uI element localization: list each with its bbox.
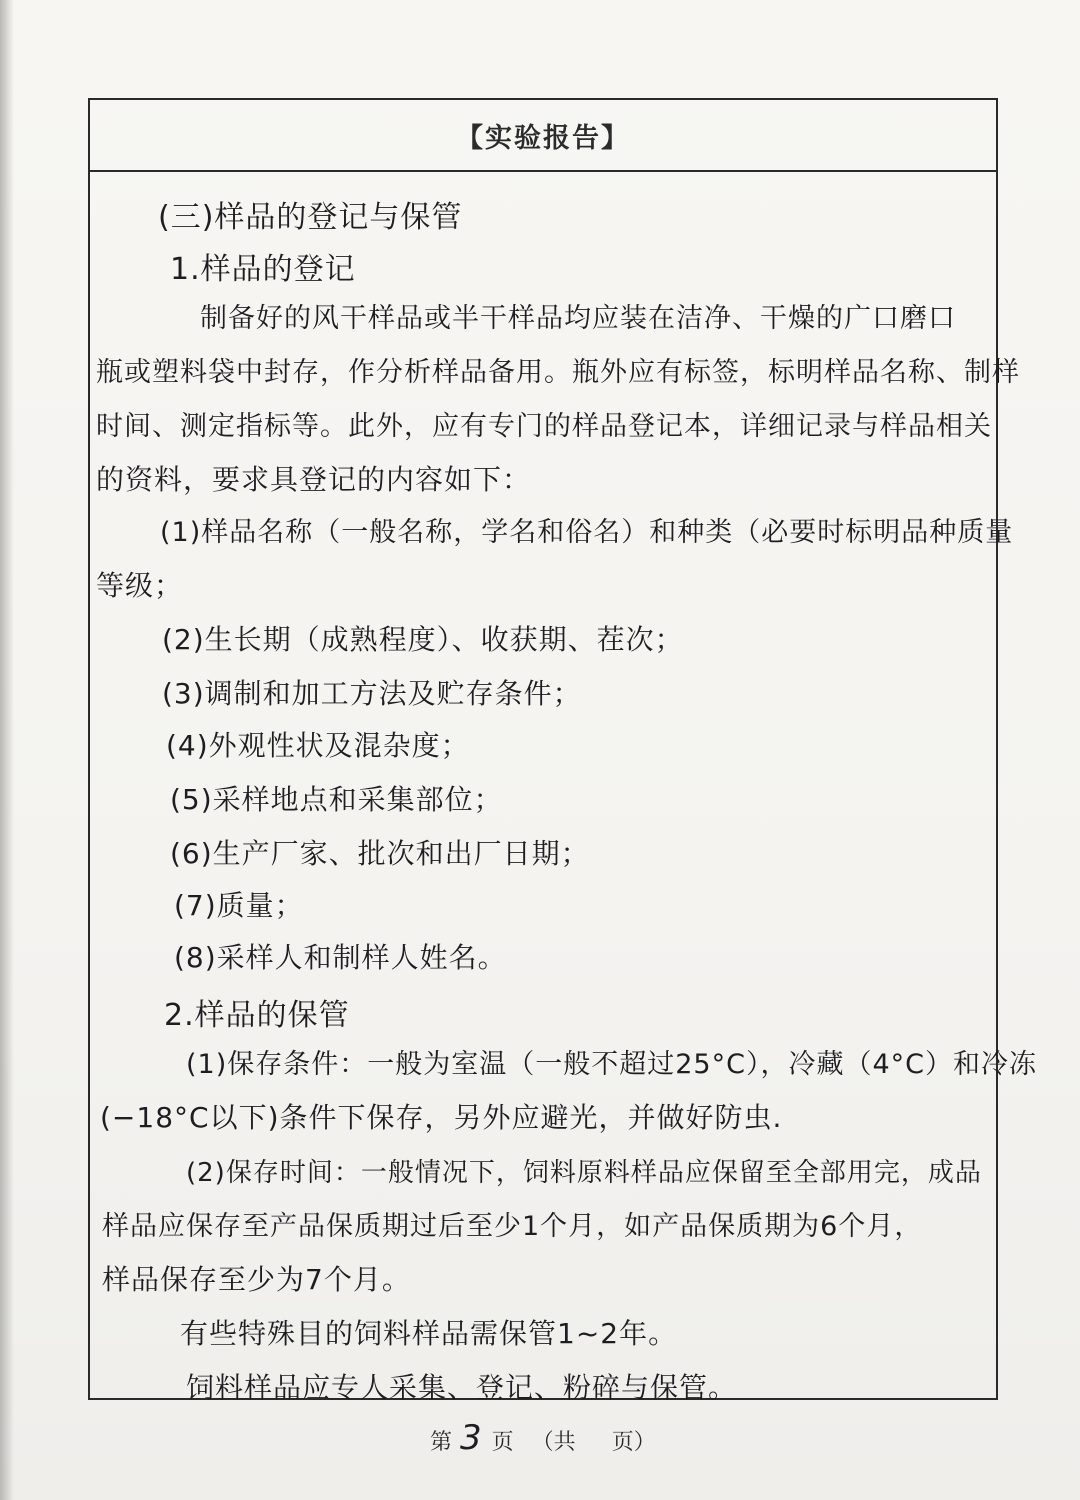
list-item: (7)质量； — [174, 889, 304, 922]
subsection-heading: 1.样品的登记 — [170, 252, 356, 287]
footer-total-suffix: 页） — [611, 1430, 656, 1455]
paragraph-line: 的资料，要求具登记的内容如下： — [96, 463, 532, 496]
section-heading: (三)样品的登记与保管 — [158, 200, 463, 235]
subsection-heading: 2.样品的保管 — [164, 998, 350, 1033]
paragraph-line: 饲料样品应专人采集、登记、粉碎与保管。 — [186, 1371, 738, 1404]
list-item: (4)外观性状及混杂度； — [166, 729, 470, 762]
footer-total-prefix: （共 — [531, 1430, 576, 1455]
list-item-continuation: 等级； — [96, 569, 184, 602]
paragraph-line: 样品保存至少为7个月。 — [102, 1263, 411, 1296]
footer-page-suffix: 页 — [491, 1430, 514, 1455]
paragraph-line: (2)保存时间：一般情况下，饲料原料样品应保留至全部用完，成品 — [186, 1158, 982, 1188]
page-footer — [430, 1418, 656, 1458]
report-frame — [88, 98, 1037, 1404]
list-item: (5)采样地点和采集部位； — [170, 783, 503, 816]
list-item: (1)样品名称（一般名称，学名和俗名）和种类（必要时标明品种质量 — [160, 517, 1014, 548]
list-item: (2)生长期（成熟程度）、收获期、茬次； — [162, 623, 684, 656]
list-item: (6)生产厂家、批次和出厂日期； — [170, 837, 590, 870]
list-item: (8)采样人和制样人姓名。 — [174, 941, 507, 974]
report-body — [90, 172, 1037, 1404]
page-number: 3 — [460, 1418, 482, 1458]
report-title: 【实验报告】 — [456, 122, 630, 154]
paragraph-line: 有些特殊目的饲料样品需保管1~2年。 — [180, 1317, 678, 1350]
list-item: (3)调制和加工方法及贮存条件； — [162, 677, 582, 710]
paragraph-line: 样品应保存至产品保质期过后至少1个月，如产品保质期为6个月， — [102, 1211, 923, 1242]
paragraph-line: 时间、测定指标等。此外，应有专门的样品登记本，详细记录与样品相关 — [96, 411, 992, 442]
paragraph-line: 瓶或塑料袋中封存，作分析样品备用。瓶外应有标签，标明样品名称、制样 — [96, 357, 1020, 388]
footer-prefix: 第 — [430, 1430, 453, 1455]
report-header — [90, 100, 996, 172]
paragraph-line: (−18°C以下)条件下保存，另外应避光，并做好防虫. — [100, 1101, 783, 1134]
paragraph-line: (1)保存条件：一般为室温（一般不超过25°C），冷藏（4°C）和冷冻 — [186, 1049, 1037, 1080]
page-edge-shadow — [0, 0, 14, 1500]
paragraph-line: 制备好的风干样品或半干样品均应装在洁净、干燥的广口磨口 — [200, 303, 956, 334]
